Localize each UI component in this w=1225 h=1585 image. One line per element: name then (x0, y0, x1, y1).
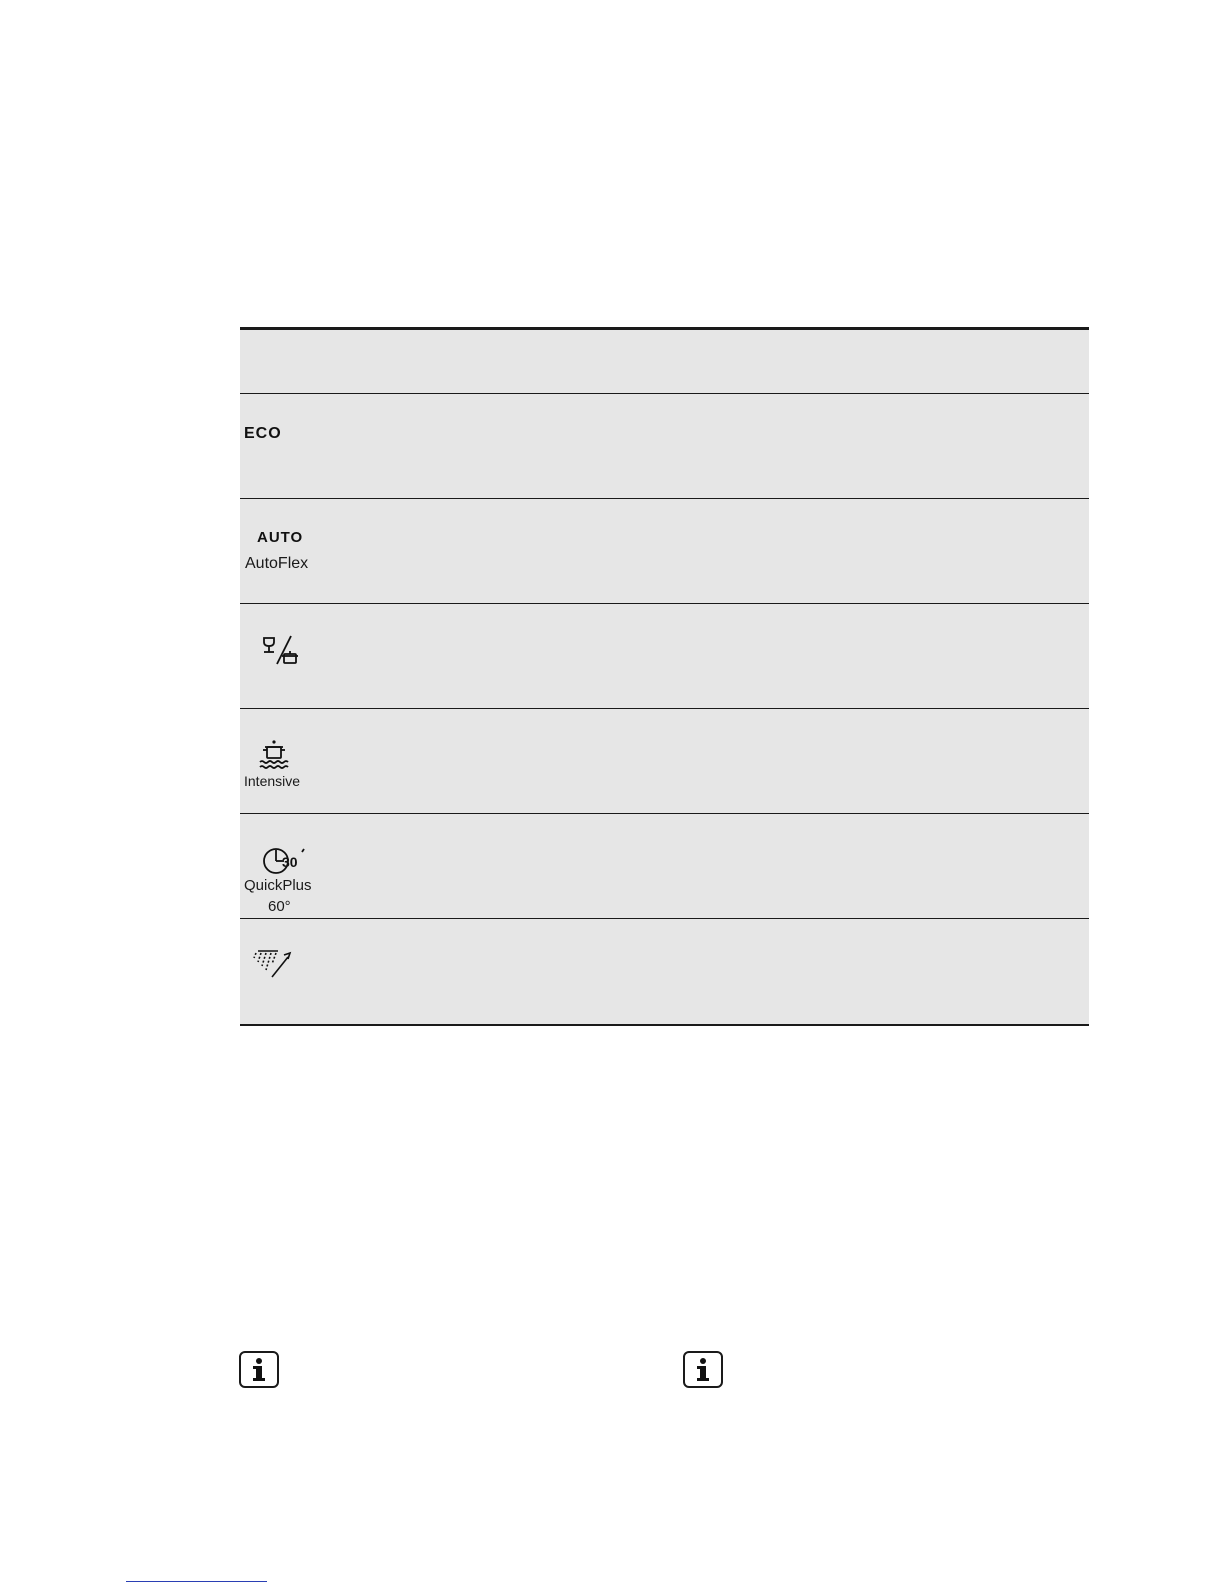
pot-intensive-icon (254, 739, 294, 775)
program-symbol-cell (240, 394, 350, 498)
program-symbol-cell (240, 709, 350, 813)
eco-text-icon: ECO (244, 425, 282, 442)
table-row-quickplus (240, 814, 1089, 919)
program-table (240, 327, 1089, 1026)
table-row-intensive (240, 709, 1089, 814)
clock-30-min-icon (262, 846, 308, 876)
program-symbol-cell (240, 814, 350, 918)
program-symbol-cell (240, 919, 350, 1024)
table-row-rinse (240, 919, 1089, 1024)
link-underline[interactable] (126, 1581, 267, 1582)
glass-and-pot-icon (260, 634, 302, 666)
table-row-glass-pot (240, 604, 1089, 709)
program-label: Intensive (244, 773, 301, 789)
program-symbol-cell (240, 499, 350, 603)
program-label: AutoFlex (245, 555, 309, 572)
table-row-eco (240, 394, 1089, 499)
info-icon (239, 1351, 279, 1388)
table-row-autoflex (240, 499, 1089, 604)
rinse-spray-icon (250, 949, 292, 981)
program-symbol-cell (240, 604, 350, 708)
info-icon (683, 1351, 723, 1388)
auto-text-icon: AUTO (257, 529, 304, 546)
table-header-row (240, 330, 1089, 394)
clock-30-label: 30 (282, 854, 298, 870)
program-temperature: 60° (268, 898, 291, 915)
program-label: QuickPlus (244, 877, 312, 894)
